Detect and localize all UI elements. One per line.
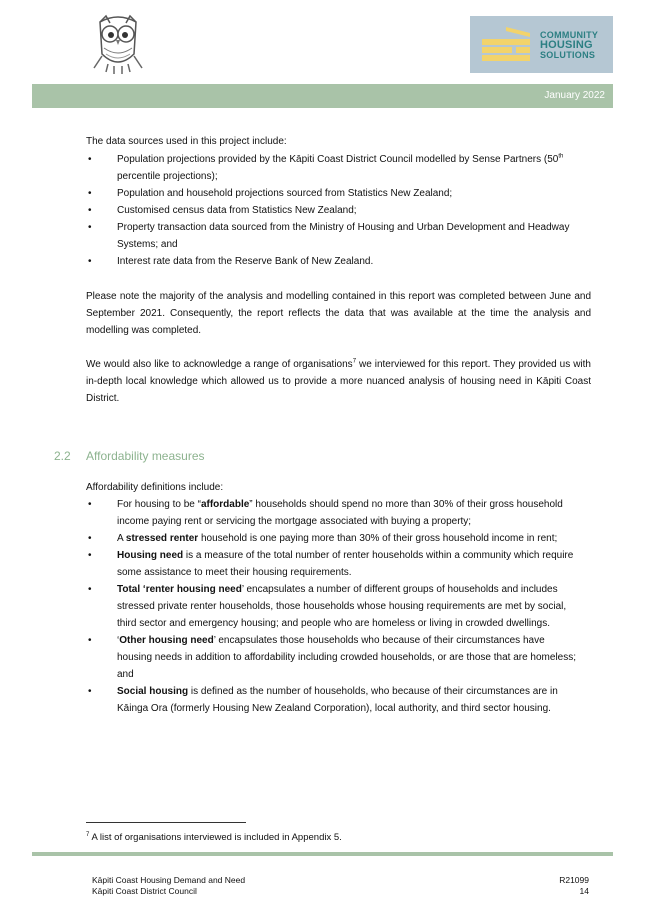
section-number: 2.2 [54,449,71,463]
sources-list [86,151,591,270]
list-item: • Housing need is a measure of the total number of renter households within a community which require some assistance to meet their housing requirements. [86,547,577,581]
footnote [86,832,342,843]
header-date: January 2022 [544,90,605,101]
list-item: • ‘Other housing need’ encapsulates those households who because of their circumstances have housing needs in addition to affordability including crowded households, or are those that are homeless; and [86,632,577,683]
list-item: • For housing to be “affordable” households should spend no more than 30% of their gross household income paying rent or servicing the mortgage associated with buying a property; [86,496,577,530]
list-item: • Customised census data from Statistics New Zealand; [86,202,591,219]
logo-line-3: SOLUTIONS [540,50,596,60]
sources-intro: The data sources used in this project include: [86,136,287,147]
list-item: • Total ‘renter housing need’ encapsulates a number of different groups of households and includes stressed private renter households, those households whose housing requirements are met by social, third sector and emergency housing; and people who are homeless or living in crowded dwellings. [86,581,577,632]
section-heading [54,449,205,463]
logo-wordmark [540,30,598,60]
footer-right [559,875,589,897]
footer-report-title: Kāpiti Coast Housing Demand and Need [92,875,246,885]
acknowledgement-paragraph: We would also like to acknowledge a range of organisations$^7$ we interviewed for this report. They provided us with in-depth local knowledge which allowed us to provide a more nuanced analysis of housing need in Kāpiti Coast District. [86,358,591,404]
affordability-list [86,496,591,717]
community-housing-solutions-logo [470,16,613,73]
header-band [32,84,613,108]
list-item: • A stressed renter household is one paying more than 30% of their gross household income in rent; [86,530,577,547]
footer-organisation: Kāpiti Coast District Council [92,886,197,896]
section-title: Affordability measures [86,449,205,463]
logo-line-2: HOUSING [540,39,593,51]
footnote-divider [86,822,246,823]
list-item: • Property transaction data sourced from the Ministry of Housing and Urban Development and Headway Systems; and [86,219,591,253]
owl-logo-icon [90,14,146,76]
data-sources-block [86,133,591,270]
list-item: • Social housing is defined as the number of households, who because of their circumstances are in Kāinga Ora (formerly Housing New Zealand Corporation), local authority, and third sector housing. [86,683,577,717]
housing-bars-icon [480,27,532,61]
analysis-period-paragraph: Please note the majority of the analysis and modelling contained in this report was completed between June and September 2021. Consequently, the report reflects the data that was available at the time the analysis and modelling was completed. [86,291,591,336]
footnote-number: 7 [86,831,90,838]
affordability-intro: Affordability definitions include: [86,482,224,493]
list-item: • Population and household projections sourced from Statistics New Zealand; [86,185,591,202]
logo-line-1: COMMUNITY [540,30,599,40]
footer-report-ref: R21099 [559,875,589,885]
affordability-block [86,479,591,717]
footer-band [32,852,613,856]
footnote-ref: 7 [352,358,357,365]
list-item: • Interest rate data from the Reserve Bank of New Zealand. [86,253,591,270]
page-number: 14 [579,886,589,896]
list-item: • Population projections provided by the Kāpiti Coast District Council modelled by Sense Partners (50th percentile projections); [86,151,591,185]
footnote-text: A list of organisations interviewed is included in Appendix 5. [89,832,342,843]
footer-left [92,875,245,897]
